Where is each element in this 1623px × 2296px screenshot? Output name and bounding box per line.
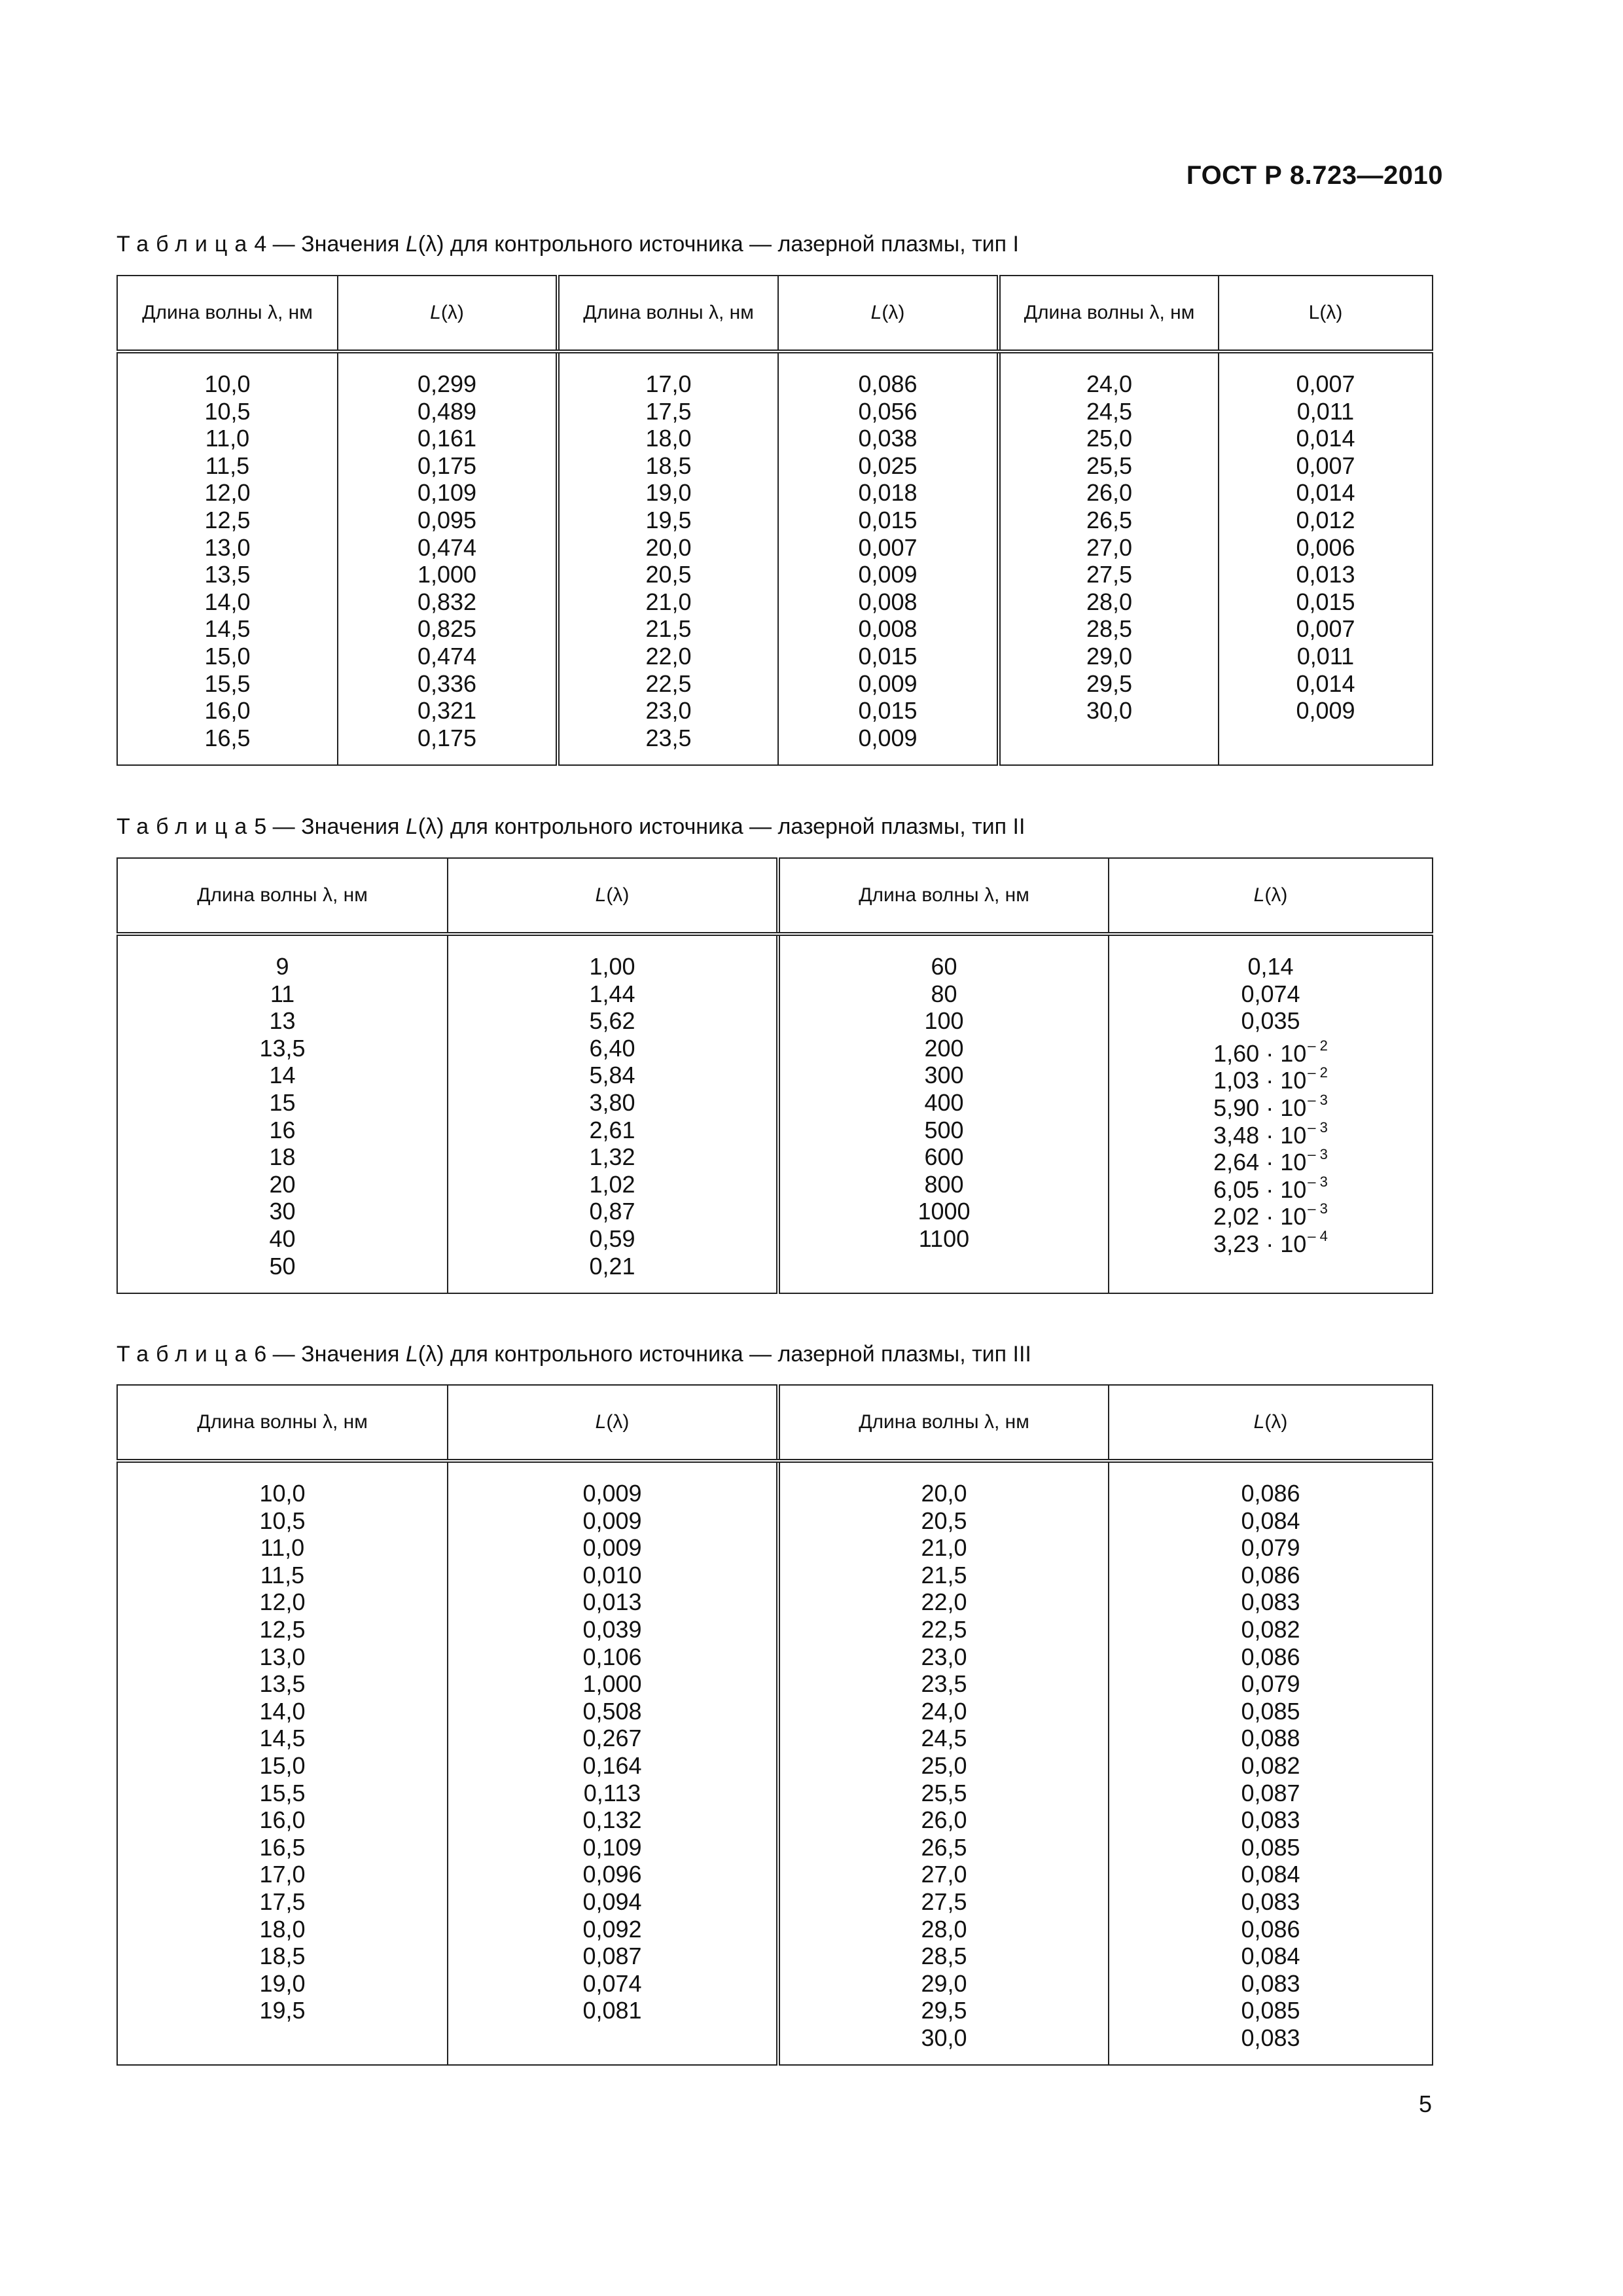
- column-header: L(λ): [448, 1385, 778, 1461]
- table-cell: 5,62: [589, 1007, 635, 1035]
- column-header: L(λ): [1219, 276, 1433, 351]
- table-cell: 800: [924, 1170, 964, 1198]
- table-cell: 0,083: [1241, 2024, 1300, 2051]
- value-exponent: – 3: [1308, 1200, 1328, 1217]
- table-cell: 0,014: [1296, 479, 1355, 507]
- table-cell: 17,0: [259, 1861, 306, 1888]
- table-cell: 0,015: [858, 642, 918, 670]
- table-cell: 0,175: [417, 452, 477, 479]
- table-cell: 0,082: [1241, 1751, 1300, 1779]
- table-cell: 23,0: [645, 697, 692, 725]
- table-cell: 0,132: [582, 1806, 642, 1834]
- table-cell: 21,5: [645, 615, 692, 643]
- column-header: L(λ): [338, 276, 558, 351]
- table-cell: 11: [270, 980, 295, 1007]
- table-cell: 0,025: [858, 452, 918, 479]
- table5-caption: [116, 814, 1025, 840]
- table6-caption: [116, 1342, 1031, 1367]
- table-cell: 0,87: [589, 1198, 635, 1225]
- caption-text: — Значения: [266, 232, 406, 257]
- table-cell: 28,0: [1086, 588, 1133, 615]
- table-cell: 11,5: [260, 1561, 305, 1588]
- table-cell: [1109, 1171, 1432, 1203]
- value-exponent: – 2: [1308, 1037, 1328, 1054]
- table-cell: 0,008: [858, 615, 918, 643]
- table-cell: 0,21: [589, 1252, 635, 1280]
- table-cell: 19,5: [259, 1997, 306, 2024]
- table-header-row: [117, 858, 1433, 934]
- data-column: [780, 1463, 1108, 2064]
- table-cell: 27,5: [921, 1888, 967, 1915]
- column-header: Длина волны λ, нм: [778, 858, 1109, 934]
- table-header-row: [117, 276, 1433, 351]
- table-cell: 0,084: [1241, 1507, 1300, 1534]
- table-cell: 28,5: [921, 1943, 967, 1970]
- table5: [116, 857, 1433, 1294]
- table-cell: 14,5: [204, 615, 251, 643]
- table-cell: 16,5: [204, 724, 251, 751]
- table-cell: 0,011: [1296, 397, 1355, 425]
- table-cell: 0,161: [417, 425, 477, 452]
- table-cell: 0,094: [582, 1888, 642, 1915]
- data-column: [118, 353, 337, 764]
- data-column: [1109, 936, 1432, 1266]
- column-header: Длина волны λ, нм: [558, 276, 778, 351]
- caption-func: L: [405, 1342, 418, 1367]
- table-cell: 15,5: [204, 670, 251, 697]
- table-cell: 25,0: [1086, 425, 1133, 452]
- table-cell: 18,0: [645, 425, 692, 452]
- table-cell: 9: [276, 953, 289, 980]
- table-cell: 14,0: [204, 588, 251, 615]
- table-cell: 19,0: [645, 479, 692, 507]
- value-mantissa: 2,64 · 10: [1213, 1149, 1307, 1176]
- table-cell: 60: [931, 953, 957, 980]
- table-cell: 0,336: [417, 670, 477, 697]
- table-cell: 13: [269, 1007, 296, 1035]
- caption-prefix: Таблица: [116, 1342, 255, 1367]
- table-cell: 0,035: [1241, 1007, 1300, 1035]
- table-cell: 20,0: [645, 533, 692, 561]
- table-cell: 24,5: [921, 1725, 967, 1752]
- table-cell: 14,5: [259, 1725, 306, 1752]
- table-cell: 0,015: [858, 506, 918, 533]
- data-column: [118, 1463, 447, 2037]
- table-cell: 0,007: [1296, 615, 1355, 643]
- table-cell: 40: [269, 1225, 296, 1252]
- table-cell: 0,092: [582, 1915, 642, 1943]
- value-exponent: – 3: [1308, 1091, 1328, 1108]
- table-cell: 0,474: [417, 533, 477, 561]
- table4: [116, 275, 1433, 766]
- table-cell: 0,009: [858, 670, 918, 697]
- table-cell: 0,085: [1241, 1833, 1300, 1861]
- table-cell: 0,015: [858, 697, 918, 725]
- table-cell: 0,006: [1296, 533, 1355, 561]
- caption-number: 5: [254, 814, 267, 839]
- value-mantissa: 5,90 · 10: [1213, 1094, 1307, 1121]
- table-cell: 1,02: [589, 1170, 635, 1198]
- table-cell: 22,0: [645, 642, 692, 670]
- table-cell: 22,5: [645, 670, 692, 697]
- table6: [116, 1384, 1433, 2066]
- table-cell: 18,0: [259, 1915, 306, 1943]
- table-cell: 0,074: [582, 1969, 642, 1997]
- table-cell: 300: [924, 1062, 964, 1089]
- table-cell: 25,5: [1086, 452, 1133, 479]
- data-column: [780, 936, 1108, 1266]
- table-cell: 0,056: [858, 397, 918, 425]
- table-cell: 10,0: [204, 370, 251, 397]
- table-cell: 11,5: [205, 452, 250, 479]
- table-cell: 0,039: [582, 1615, 642, 1643]
- page-number: 5: [1418, 2090, 1432, 2117]
- table-cell: 0,009: [582, 1507, 642, 1534]
- table-cell: 14: [269, 1062, 296, 1089]
- table-cell: 13,0: [259, 1643, 306, 1670]
- data-column: [338, 353, 556, 764]
- table-cell: 0,095: [417, 506, 477, 533]
- table-cell: 17,0: [645, 370, 692, 397]
- table-cell: 0,085: [1241, 1997, 1300, 2024]
- table-cell: 22,5: [921, 1615, 967, 1643]
- column-header: Длина волны λ, нм: [117, 276, 338, 351]
- table-cell: 0,081: [582, 1997, 642, 2024]
- table-cell: 0,083: [1241, 1888, 1300, 1915]
- caption-func: L: [405, 232, 418, 257]
- table-cell: 30: [269, 1198, 296, 1225]
- table-cell: 17,5: [259, 1888, 306, 1915]
- table-cell: 0,013: [1296, 561, 1355, 588]
- table-cell: 24,0: [921, 1697, 967, 1725]
- table-cell: 0,267: [582, 1725, 642, 1752]
- table-cell: 0,096: [582, 1861, 642, 1888]
- table-cell: 13,5: [259, 1034, 306, 1062]
- table-cell: 0,083: [1241, 1806, 1300, 1834]
- table-cell: [1109, 1198, 1432, 1230]
- table-cell: 0,013: [582, 1588, 642, 1616]
- table-cell: [1109, 1117, 1432, 1149]
- caption-arg: (λ): [418, 1342, 444, 1367]
- table-cell: 0,007: [858, 533, 918, 561]
- data-column: [1109, 1463, 1432, 2064]
- data-column: [560, 353, 777, 764]
- table-cell: 26,0: [1086, 479, 1133, 507]
- table-cell: [1109, 1089, 1432, 1121]
- table-cell: 0,007: [1296, 452, 1355, 479]
- table-cell: 20,5: [645, 561, 692, 588]
- table-cell: 2,61: [589, 1116, 635, 1143]
- table-cell: 27,5: [1086, 561, 1133, 588]
- table-cell: 0,109: [417, 479, 477, 507]
- caption-text: для контрольного источника — лазерной плазмы, тип II: [444, 814, 1026, 839]
- table-cell: 0,086: [858, 370, 918, 397]
- table-cell: 30,0: [1086, 697, 1133, 725]
- table-cell: [1109, 1143, 1432, 1176]
- table-cell: 0,012: [1296, 506, 1355, 533]
- caption-prefix: Таблица: [116, 232, 255, 257]
- value-exponent: – 3: [1308, 1173, 1328, 1190]
- value-mantissa: 3,23 · 10: [1213, 1230, 1307, 1257]
- table-cell: [1109, 1225, 1432, 1257]
- table-cell: 0,489: [417, 397, 477, 425]
- table-cell: 24,0: [1086, 370, 1133, 397]
- table-cell: 0,085: [1241, 1697, 1300, 1725]
- table-cell: 16,0: [204, 697, 251, 725]
- table-cell: 10,5: [204, 397, 251, 425]
- value-mantissa: 2,02 · 10: [1213, 1203, 1307, 1230]
- table-cell: 19,0: [259, 1969, 306, 1997]
- caption-number: 6: [254, 1342, 267, 1367]
- table-cell: 30,0: [921, 2024, 967, 2051]
- table-cell: 11,0: [205, 425, 250, 452]
- caption-arg: (λ): [418, 232, 444, 257]
- table-cell: 0,088: [1241, 1725, 1300, 1752]
- table-cell: 13,5: [259, 1670, 306, 1698]
- table-cell: 0,474: [417, 642, 477, 670]
- table-cell: 0,038: [858, 425, 918, 452]
- table-cell: 29,5: [921, 1997, 967, 2024]
- table-cell: 0,079: [1241, 1534, 1300, 1562]
- table-cell: 26,0: [921, 1806, 967, 1834]
- table-cell: 0,084: [1241, 1943, 1300, 1970]
- table-cell: 0,109: [582, 1833, 642, 1861]
- table-cell: 0,082: [1241, 1615, 1300, 1643]
- table-body-row: [117, 1461, 1433, 2065]
- table-cell: 0,009: [582, 1534, 642, 1562]
- data-column: [1219, 353, 1432, 738]
- caption-prefix: Таблица: [116, 814, 255, 839]
- table-cell: 0,321: [417, 697, 477, 725]
- table-cell: 0,014: [1296, 670, 1355, 697]
- table-cell: 15: [269, 1088, 296, 1116]
- table-header-row: [117, 1385, 1433, 1461]
- table-cell: 500: [924, 1116, 964, 1143]
- value-mantissa: 1,60 · 10: [1213, 1039, 1307, 1067]
- table-cell: 26,5: [921, 1833, 967, 1861]
- table-cell: 0,014: [1296, 425, 1355, 452]
- table-cell: 0,009: [858, 561, 918, 588]
- data-column: [448, 936, 776, 1293]
- caption-text: — Значения: [266, 814, 406, 839]
- table-cell: 20: [269, 1170, 296, 1198]
- table-cell: 5,84: [589, 1062, 635, 1089]
- table-cell: 0,011: [1296, 642, 1355, 670]
- table-cell: 0,008: [858, 588, 918, 615]
- table-cell: 6,40: [589, 1034, 635, 1062]
- table-cell: 23,5: [921, 1670, 967, 1698]
- table-cell: 13,0: [204, 533, 251, 561]
- column-header: Длина волны λ, нм: [999, 276, 1219, 351]
- data-column: [1001, 353, 1218, 738]
- table-cell: 10,0: [259, 1480, 306, 1507]
- table-cell: 0,079: [1241, 1670, 1300, 1698]
- table-cell: 18: [269, 1143, 296, 1171]
- table-cell: 0,299: [417, 370, 477, 397]
- table-cell: 0,083: [1241, 1969, 1300, 1997]
- column-header: L(λ): [1109, 1385, 1433, 1461]
- table-cell: 0,59: [589, 1225, 635, 1252]
- table-cell: 23,5: [645, 724, 692, 751]
- table-cell: 0,106: [582, 1643, 642, 1670]
- table-cell: 0,086: [1241, 1480, 1300, 1507]
- table-cell: 25,0: [921, 1751, 967, 1779]
- table-cell: 18,5: [645, 452, 692, 479]
- table-cell: 20,5: [921, 1507, 967, 1534]
- caption-text: — Значения: [266, 1342, 406, 1367]
- value-exponent: – 3: [1308, 1119, 1328, 1136]
- table-cell: 15,0: [204, 642, 251, 670]
- table-cell: 12,5: [204, 506, 251, 533]
- table-cell: 1,44: [589, 980, 635, 1007]
- table-cell: 18,5: [259, 1943, 306, 1970]
- value-mantissa: 1,03 · 10: [1213, 1067, 1307, 1094]
- table-cell: 0,086: [1241, 1915, 1300, 1943]
- table-cell: 27,0: [1086, 533, 1133, 561]
- table-cell: 0,087: [582, 1943, 642, 1970]
- table-cell: 22,0: [921, 1588, 967, 1616]
- table-cell: 100: [924, 1007, 964, 1035]
- table-cell: 0,825: [417, 615, 477, 643]
- column-header: L(λ): [778, 276, 999, 351]
- table-cell: 10,5: [259, 1507, 306, 1534]
- table-cell: 0,083: [1241, 1588, 1300, 1616]
- table-cell: 14,0: [259, 1697, 306, 1725]
- column-header: Длина волны λ, нм: [117, 858, 448, 934]
- table4-caption: [116, 232, 1019, 257]
- table-cell: 1,000: [582, 1670, 642, 1698]
- table-cell: 20,0: [921, 1480, 967, 1507]
- table-cell: 1,00: [589, 953, 635, 980]
- table-cell: 0,074: [1241, 980, 1300, 1007]
- table-cell: 0,015: [1296, 588, 1355, 615]
- table-cell: 29,5: [1086, 670, 1133, 697]
- table-cell: 0,009: [1296, 697, 1355, 725]
- table-cell: 16: [269, 1116, 296, 1143]
- table-cell: [1109, 1062, 1432, 1094]
- table-cell: 0,086: [1241, 1561, 1300, 1588]
- table-cell: 15,5: [259, 1779, 306, 1806]
- caption-text: для контрольного источника — лазерной плазмы, тип I: [444, 232, 1019, 257]
- table-cell: 0,007: [1296, 370, 1355, 397]
- data-column: [118, 936, 447, 1293]
- column-header: Длина волны λ, нм: [117, 1385, 448, 1461]
- table-cell: 16,0: [259, 1806, 306, 1834]
- table-cell: 29,0: [1086, 642, 1133, 670]
- table-cell: [1109, 1035, 1432, 1067]
- table-cell: 13,5: [204, 561, 251, 588]
- table-cell: 80: [931, 980, 957, 1007]
- table-cell: 1000: [918, 1198, 971, 1225]
- table-cell: 1,32: [589, 1143, 635, 1171]
- table-cell: 11,0: [260, 1534, 305, 1562]
- table-cell: 28,0: [921, 1915, 967, 1943]
- table-cell: 0,018: [858, 479, 918, 507]
- table-cell: 200: [924, 1034, 964, 1062]
- table-cell: 25,5: [921, 1779, 967, 1806]
- table-cell: 0,508: [582, 1697, 642, 1725]
- table-cell: 27,0: [921, 1861, 967, 1888]
- table-cell: 16,5: [259, 1833, 306, 1861]
- table-cell: 0,009: [858, 724, 918, 751]
- table-cell: 29,0: [921, 1969, 967, 1997]
- table-cell: 0,164: [582, 1751, 642, 1779]
- caption-text: для контрольного источника — лазерной плазмы, тип III: [444, 1342, 1031, 1367]
- table-cell: 0,14: [1247, 953, 1294, 980]
- table-cell: 12,0: [204, 479, 251, 507]
- table-cell: 0,087: [1241, 1779, 1300, 1806]
- table-cell: 0,084: [1241, 1861, 1300, 1888]
- caption-number: 4: [254, 232, 267, 257]
- table-cell: 0,086: [1241, 1643, 1300, 1670]
- value-exponent: – 2: [1308, 1064, 1328, 1081]
- table-cell: 600: [924, 1143, 964, 1171]
- table-cell: 0,175: [417, 724, 477, 751]
- table-cell: 12,0: [259, 1588, 306, 1616]
- value-exponent: – 4: [1308, 1227, 1328, 1244]
- table-cell: 21,0: [645, 588, 692, 615]
- table-cell: 17,5: [645, 397, 692, 425]
- table-body-row: [117, 351, 1433, 765]
- table-cell: 1,000: [417, 561, 477, 588]
- data-column: [448, 1463, 776, 2037]
- table-cell: 15,0: [259, 1751, 306, 1779]
- table-cell: 28,5: [1086, 615, 1133, 643]
- table-cell: 50: [269, 1252, 296, 1280]
- table-cell: 21,0: [921, 1534, 967, 1562]
- value-mantissa: 6,05 · 10: [1213, 1175, 1307, 1203]
- document-code: ГОСТ Р 8.723—2010: [1186, 161, 1443, 190]
- value-exponent: – 3: [1308, 1146, 1328, 1163]
- data-column: [779, 353, 997, 764]
- value-mantissa: 3,48 · 10: [1213, 1121, 1307, 1149]
- table-cell: 12,5: [259, 1615, 306, 1643]
- column-header: Длина волны λ, нм: [778, 1385, 1109, 1461]
- column-header: L(λ): [1109, 858, 1433, 934]
- caption-arg: (λ): [418, 814, 444, 839]
- table-cell: 19,5: [645, 506, 692, 533]
- table-cell: 0,010: [582, 1561, 642, 1588]
- table-cell: 400: [924, 1088, 964, 1116]
- table-cell: 0,832: [417, 588, 477, 615]
- table-cell: 0,009: [582, 1480, 642, 1507]
- table-cell: 3,80: [589, 1088, 635, 1116]
- caption-func: L: [405, 814, 418, 839]
- table-cell: 24,5: [1086, 397, 1133, 425]
- table-cell: 21,5: [921, 1561, 967, 1588]
- table-cell: 23,0: [921, 1643, 967, 1670]
- table-cell: 0,113: [583, 1779, 641, 1806]
- table-body-row: [117, 934, 1433, 1293]
- column-header: L(λ): [448, 858, 778, 934]
- table-cell: 26,5: [1086, 506, 1133, 533]
- table-cell: 1100: [918, 1225, 970, 1252]
